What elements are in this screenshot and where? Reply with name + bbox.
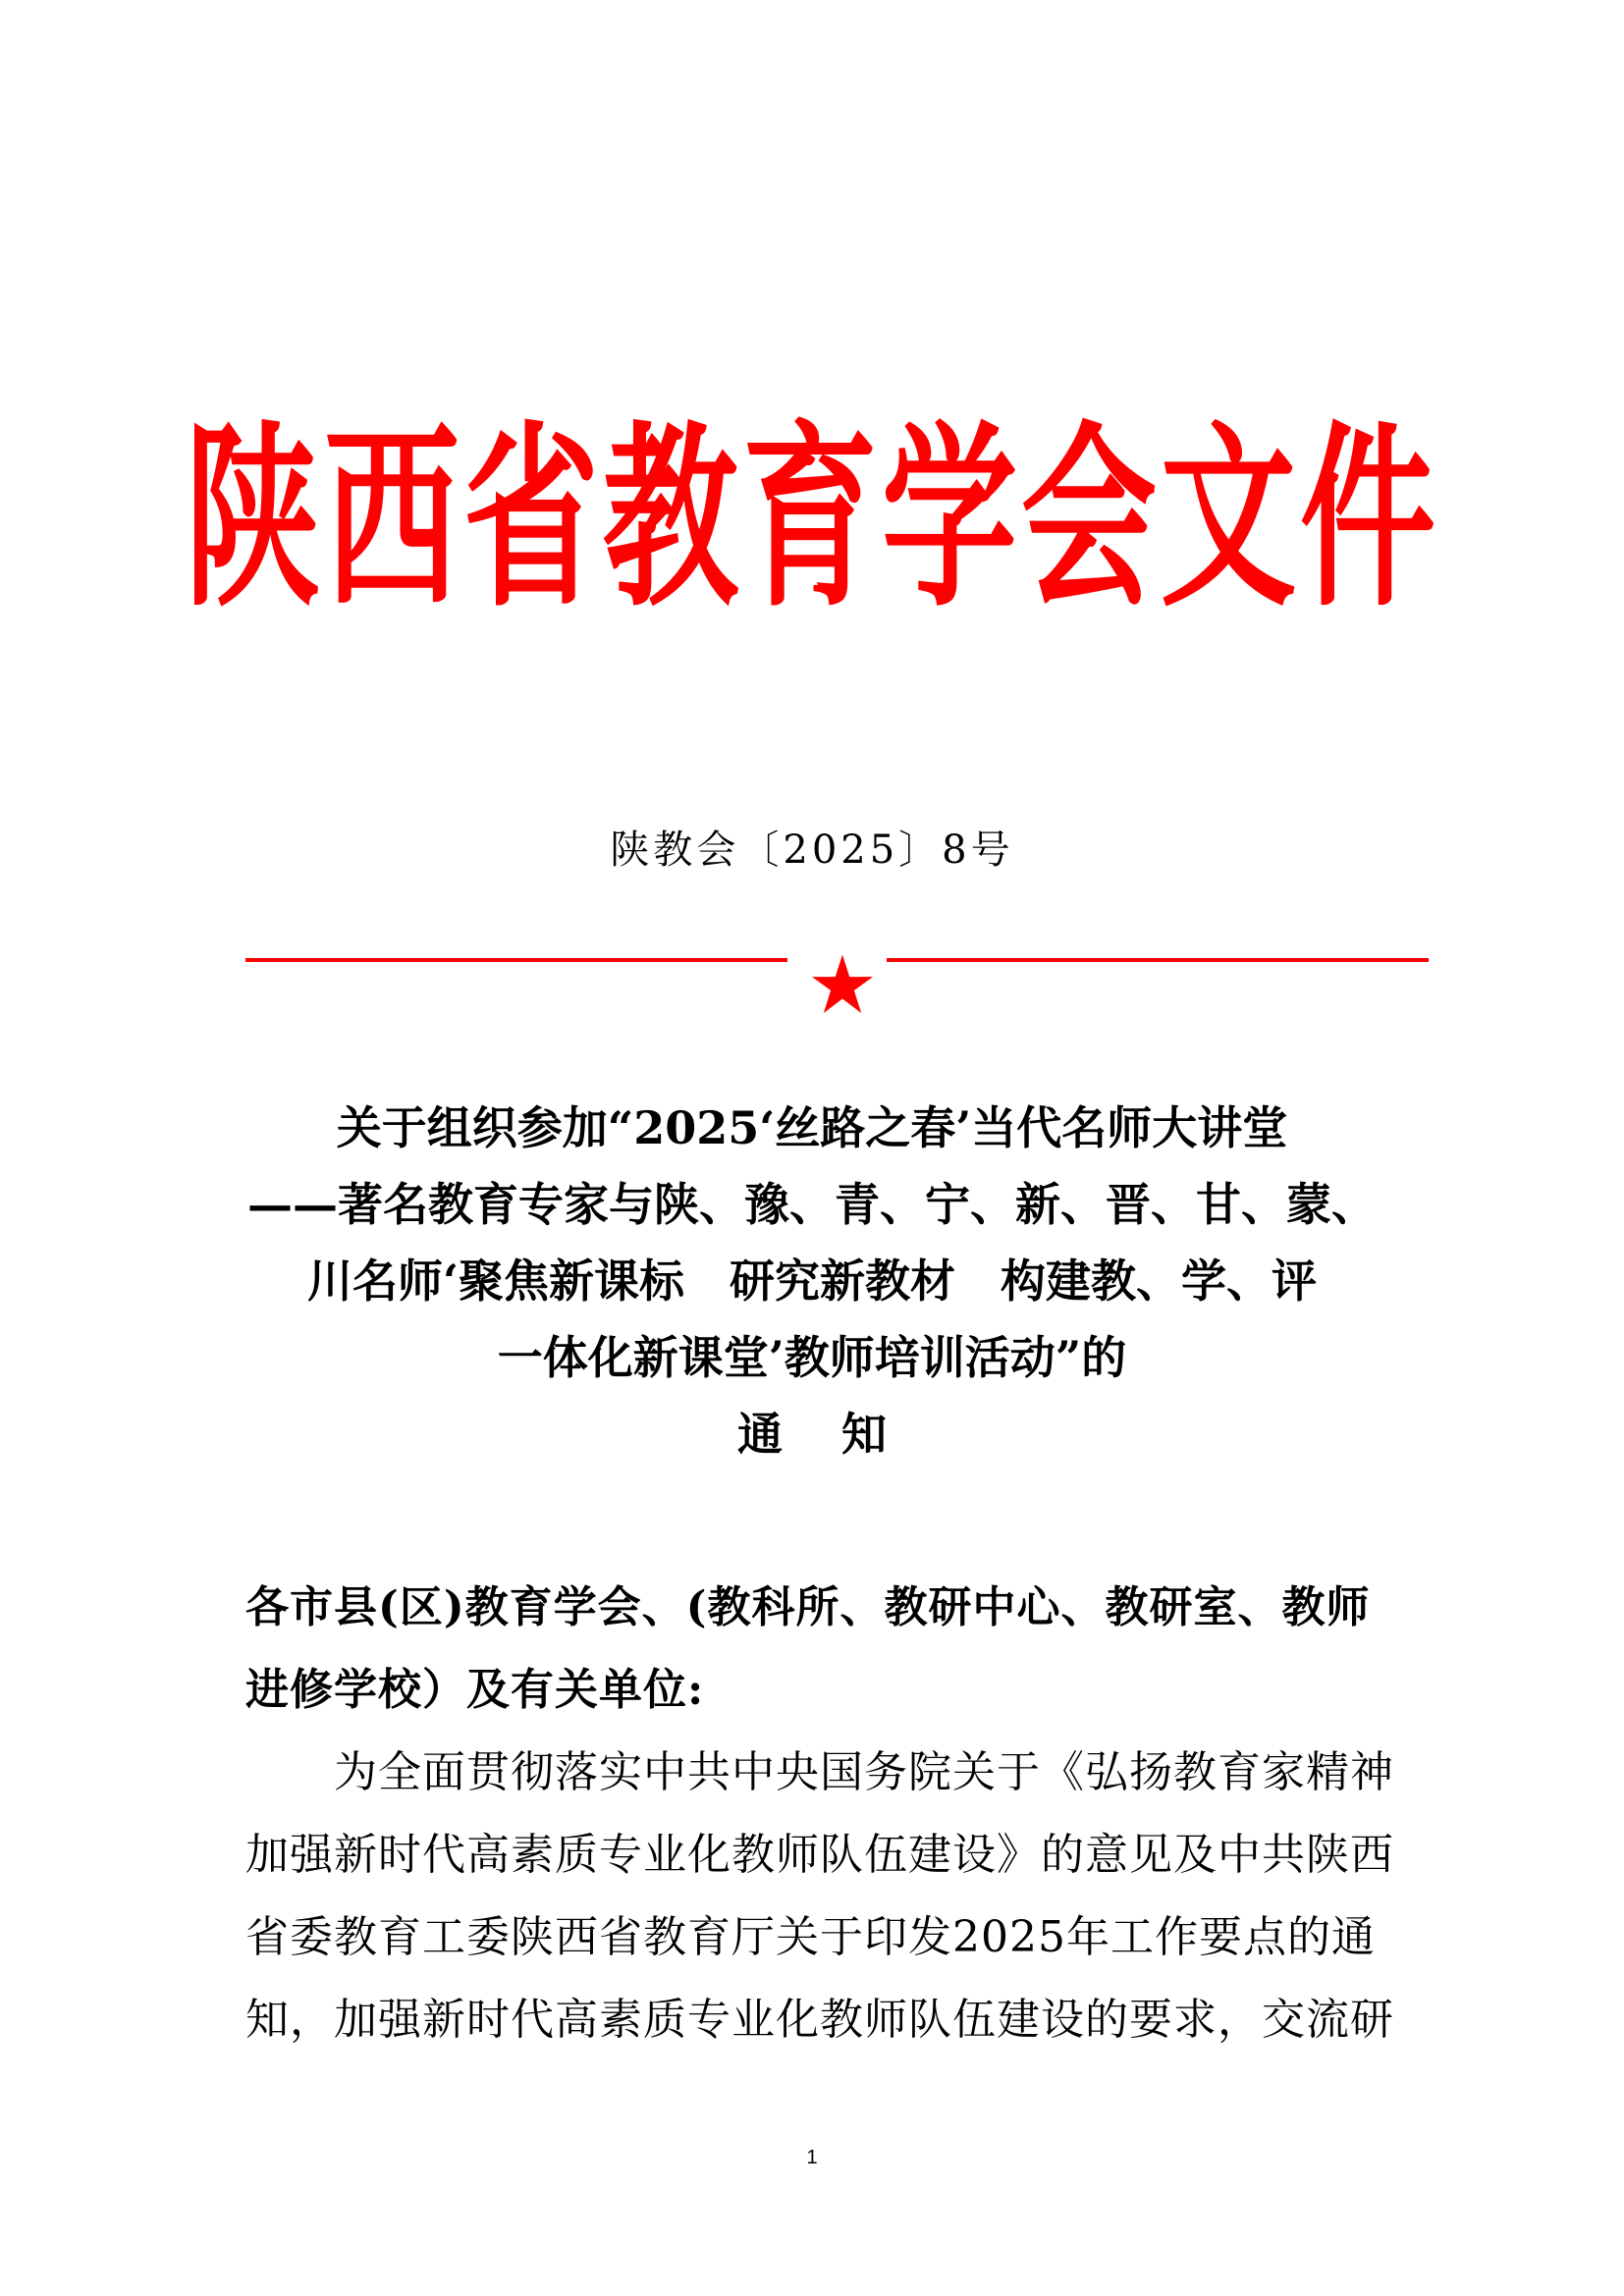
document-number: 陕教会〔2025〕8号 xyxy=(610,828,1014,873)
paragraph-line: 知，加强新时代高素质专业化教师队伍建设的要求，交流研 xyxy=(245,1995,1394,2045)
page-number: 1 xyxy=(806,2147,818,2168)
title-line: 关于组织参加“2025‘丝路之春’当代名师大讲堂 xyxy=(336,1101,1288,1154)
notice-title xyxy=(196,1090,1428,1472)
title-line: 川名师‘聚焦新课标 研究新教材 构建教、学、评 xyxy=(306,1255,1317,1308)
addressee-line: 各市县(区)教育学会、(教科所、教研中心、教研室、教师 xyxy=(245,1582,1371,1632)
red-star-icon xyxy=(810,952,875,1017)
notice-heading: 通知 xyxy=(737,1408,946,1461)
red-rule-right xyxy=(887,958,1429,962)
masthead-title: 陕西省教育学会文件 xyxy=(184,401,1439,634)
notice-body xyxy=(245,1567,1394,2061)
paragraph-line: 加强新时代高素质专业化教师队伍建设》的意见及中共陕西 xyxy=(245,1830,1394,1880)
red-rule-left xyxy=(245,958,787,962)
title-line: ——著名教育专家与陕、豫、青、宁、新、晋、甘、蒙、 xyxy=(247,1178,1377,1231)
title-line: 一体化新课堂’教师培训活动”的 xyxy=(497,1331,1127,1384)
paragraph-line: 为全面贯彻落实中共中央国务院关于《弘扬教育家精神 xyxy=(245,1747,1394,1797)
paragraph-line: 省委教育工委陕西省教育厅关于印发2025年工作要点的通 xyxy=(245,1912,1376,1962)
addressee-line: 进修学校）及有关单位: xyxy=(245,1665,705,1715)
